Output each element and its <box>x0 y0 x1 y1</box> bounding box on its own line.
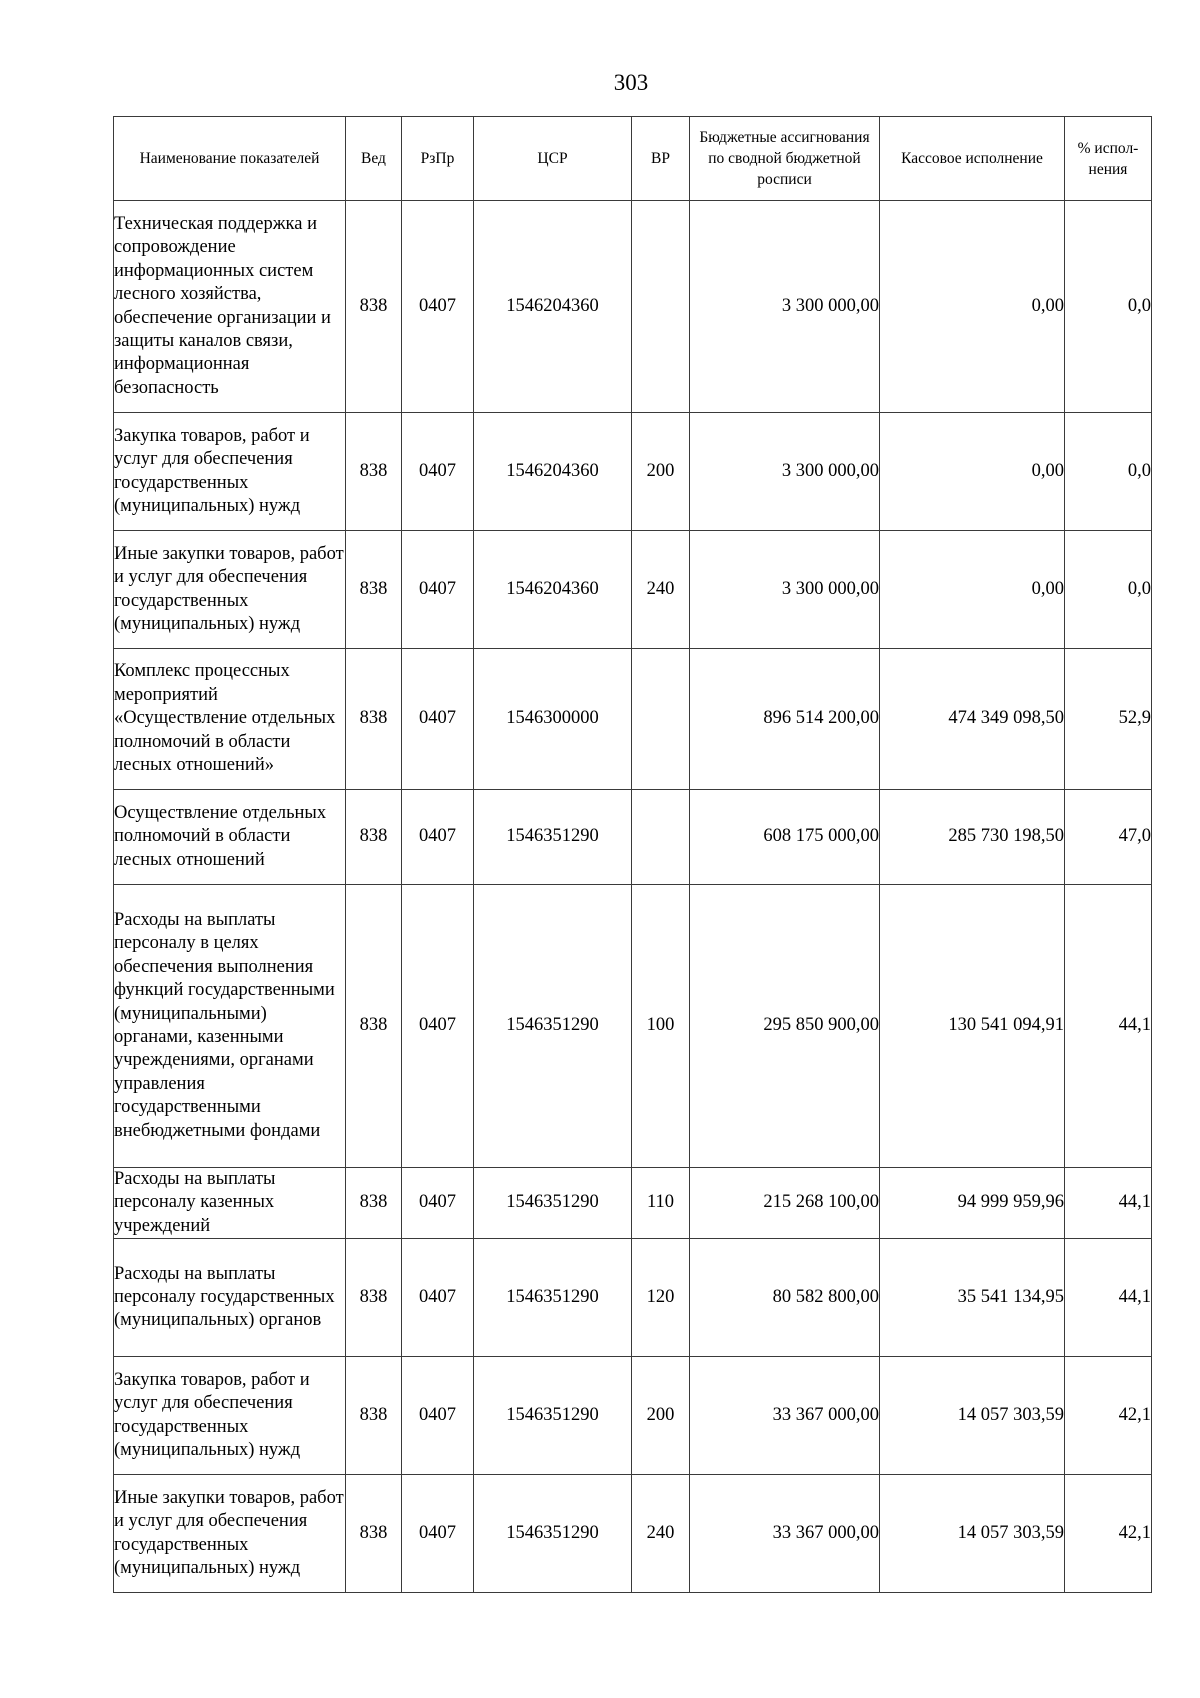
row-percent: 42,1 <box>1065 1475 1152 1593</box>
row-ved: 838 <box>346 885 402 1168</box>
row-ved: 838 <box>346 201 402 413</box>
table-row <box>114 1168 1152 1239</box>
row-name: Расходы на выплаты персоналу государственных (муниципальных) органов <box>114 1239 346 1357</box>
table-header-row <box>114 117 1152 201</box>
row-cash: 285 730 198,50 <box>880 790 1065 885</box>
table-row <box>114 1239 1152 1357</box>
row-rzpr: 0407 <box>402 649 474 790</box>
row-cash: 94 999 959,96 <box>880 1168 1065 1239</box>
row-name: Расходы на выплаты персоналу в целях обеспечения выполнения функций государственными (муниципальными) органами, казенными учреждениями, органами управления государственными внебюджетными фондами <box>114 885 346 1168</box>
row-name: Расходы на выплаты персоналу казенных учреждений <box>114 1168 346 1239</box>
row-percent: 47,0 <box>1065 790 1152 885</box>
row-percent: 44,1 <box>1065 1239 1152 1357</box>
header-rzpr: РзПр <box>402 117 474 201</box>
row-percent: 44,1 <box>1065 885 1152 1168</box>
row-cash: 14 057 303,59 <box>880 1475 1065 1593</box>
row-csr: 1546204360 <box>474 531 632 649</box>
row-csr: 1546351290 <box>474 1475 632 1593</box>
row-vr <box>632 790 690 885</box>
row-name: Комплекс процессных мероприятий «Осуществление отдельных полномочий в области лесных отношений» <box>114 649 346 790</box>
row-cash: 0,00 <box>880 531 1065 649</box>
row-budget: 608 175 000,00 <box>690 790 880 885</box>
table-row <box>114 1357 1152 1475</box>
row-name: Техническая поддержка и сопровождение информационных систем лесного хозяйства, обеспечение организации и защиты каналов связи, информационная безопасность <box>114 201 346 413</box>
row-budget: 3 300 000,00 <box>690 531 880 649</box>
budget-execution-table <box>113 116 1152 1593</box>
row-percent: 0,0 <box>1065 413 1152 531</box>
row-cash: 474 349 098,50 <box>880 649 1065 790</box>
row-cash: 14 057 303,59 <box>880 1357 1065 1475</box>
row-percent: 42,1 <box>1065 1357 1152 1475</box>
row-ved: 838 <box>346 1239 402 1357</box>
row-budget: 295 850 900,00 <box>690 885 880 1168</box>
row-vr <box>632 201 690 413</box>
row-csr: 1546204360 <box>474 201 632 413</box>
row-vr <box>632 649 690 790</box>
row-budget: 33 367 000,00 <box>690 1357 880 1475</box>
table-row <box>114 1475 1152 1593</box>
row-ved: 838 <box>346 531 402 649</box>
row-budget: 896 514 200,00 <box>690 649 880 790</box>
row-vr: 240 <box>632 1475 690 1593</box>
row-cash: 35 541 134,95 <box>880 1239 1065 1357</box>
row-ved: 838 <box>346 649 402 790</box>
row-name: Иные закупки товаров, работ и услуг для обеспечения государственных (муниципальных) нужд <box>114 531 346 649</box>
row-percent: 52,9 <box>1065 649 1152 790</box>
table-row <box>114 649 1152 790</box>
row-csr: 1546300000 <box>474 649 632 790</box>
row-budget: 3 300 000,00 <box>690 413 880 531</box>
row-rzpr: 0407 <box>402 201 474 413</box>
row-ved: 838 <box>346 1475 402 1593</box>
row-name: Иные закупки товаров, работ и услуг для обеспечения государственных (муниципальных) нужд <box>114 1475 346 1593</box>
row-csr: 1546351290 <box>474 885 632 1168</box>
row-rzpr: 0407 <box>402 531 474 649</box>
row-csr: 1546351290 <box>474 1239 632 1357</box>
row-percent: 44,1 <box>1065 1168 1152 1239</box>
row-name: Закупка товаров, работ и услуг для обеспечения государственных (муниципальных) нужд <box>114 1357 346 1475</box>
row-name: Закупка товаров, работ и услуг для обеспечения государственных (муниципальных) нужд <box>114 413 346 531</box>
table-row <box>114 413 1152 531</box>
row-ved: 838 <box>346 1168 402 1239</box>
row-budget: 3 300 000,00 <box>690 201 880 413</box>
row-cash: 130 541 094,91 <box>880 885 1065 1168</box>
row-csr: 1546351290 <box>474 1357 632 1475</box>
header-cash: Кассовое исполнение <box>880 117 1065 201</box>
row-rzpr: 0407 <box>402 1239 474 1357</box>
row-vr: 240 <box>632 531 690 649</box>
page-number: 303 <box>613 70 649 95</box>
row-percent: 0,0 <box>1065 531 1152 649</box>
table-row <box>114 790 1152 885</box>
row-rzpr: 0407 <box>402 1357 474 1475</box>
row-budget: 33 367 000,00 <box>690 1475 880 1593</box>
row-vr: 120 <box>632 1239 690 1357</box>
row-vr: 100 <box>632 885 690 1168</box>
row-budget: 80 582 800,00 <box>690 1239 880 1357</box>
row-csr: 1546204360 <box>474 413 632 531</box>
row-cash: 0,00 <box>880 201 1065 413</box>
header-csr: ЦСР <box>474 117 632 201</box>
header-percent: % испол-нения <box>1065 117 1152 201</box>
header-budget: Бюджетные ассигнования по сводной бюджетной росписи <box>690 117 880 201</box>
row-vr: 200 <box>632 1357 690 1475</box>
table-row <box>114 531 1152 649</box>
header-name: Наименование показателей <box>114 117 346 201</box>
row-ved: 838 <box>346 413 402 531</box>
header-vr: ВР <box>632 117 690 201</box>
row-ved: 838 <box>346 790 402 885</box>
row-name: Осуществление отдельных полномочий в области лесных отношений <box>114 790 346 885</box>
table-row <box>114 885 1152 1168</box>
row-vr: 200 <box>632 413 690 531</box>
row-csr: 1546351290 <box>474 1168 632 1239</box>
row-rzpr: 0407 <box>402 1168 474 1239</box>
row-rzpr: 0407 <box>402 1475 474 1593</box>
row-csr: 1546351290 <box>474 790 632 885</box>
row-rzpr: 0407 <box>402 790 474 885</box>
table-row <box>114 201 1152 413</box>
row-percent: 0,0 <box>1065 201 1152 413</box>
row-vr: 110 <box>632 1168 690 1239</box>
row-rzpr: 0407 <box>402 885 474 1168</box>
row-budget: 215 268 100,00 <box>690 1168 880 1239</box>
row-rzpr: 0407 <box>402 413 474 531</box>
row-cash: 0,00 <box>880 413 1065 531</box>
row-ved: 838 <box>346 1357 402 1475</box>
header-ved: Вед <box>346 117 402 201</box>
